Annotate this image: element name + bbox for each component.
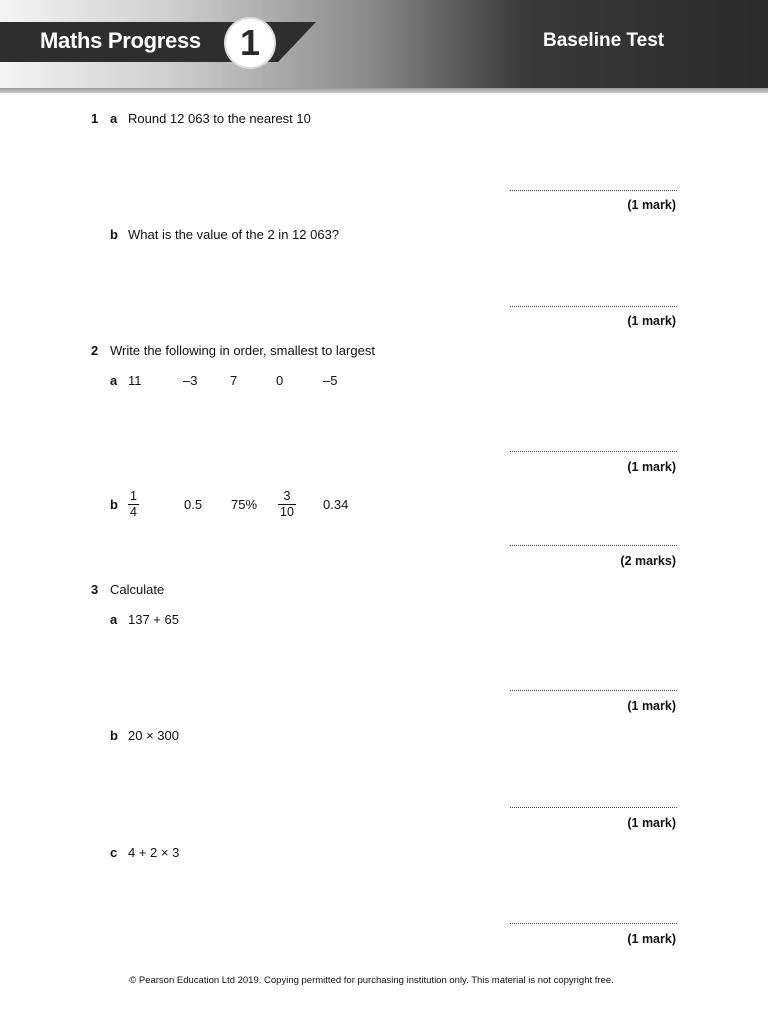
fraction-three-tenths [278, 490, 296, 519]
marks-2b: (2 marks) [620, 554, 676, 568]
list-item-2b-5: 0.34 [323, 497, 349, 512]
list-item-2b-3: 75% [231, 497, 258, 512]
question-3b-text: 20 × 300 [128, 728, 179, 743]
question-1-number: 1 [91, 111, 99, 126]
fraction-numerator: 3 [283, 489, 291, 503]
fraction-numerator: 1 [130, 489, 137, 503]
list-item-2b-2: 0.5 [184, 497, 203, 512]
question-2a-label: a [110, 373, 118, 388]
marks-1a: (1 mark) [627, 198, 676, 212]
marks-2a: (1 mark) [627, 460, 676, 474]
question-2b-label: b [110, 497, 118, 512]
answer-line-3b[interactable] [510, 807, 677, 808]
list-item-2a-4: 0 [276, 373, 284, 388]
brand-title: Maths Progress [40, 28, 201, 53]
question-2-text: Write the following in order, smallest to largest [110, 343, 375, 358]
question-3-number: 3 [91, 582, 99, 597]
answer-line-2b[interactable] [510, 545, 677, 546]
marks-1b: (1 mark) [627, 314, 676, 328]
marks-3b: (1 mark) [627, 816, 676, 830]
question-3a-label: a [110, 612, 118, 627]
question-1a-label: a [110, 111, 118, 126]
question-3a-text: 137 + 65 [128, 612, 179, 627]
list-item-2a-2: –3 [183, 373, 198, 388]
question-3c-text: 4 + 2 × 3 [128, 845, 180, 860]
copyright-footer: © Pearson Education Ltd 2019. Copying permitted for purchasing institution only. This material is not copyright free. [129, 975, 614, 986]
question-3c-label: c [110, 845, 118, 860]
marks-3a: (1 mark) [627, 699, 676, 713]
answer-line-3a[interactable] [510, 690, 677, 691]
fraction-denominator: 10 [280, 505, 294, 519]
level-badge: 1 [226, 19, 274, 67]
question-1b-label: b [110, 227, 118, 242]
question-2-number: 2 [91, 343, 99, 358]
test-title: Baseline Test [543, 30, 665, 51]
answer-line-2a[interactable] [510, 451, 677, 452]
list-item-2a-1: 11 [128, 373, 142, 388]
header-divider [0, 88, 768, 93]
answer-line-1a[interactable] [510, 190, 677, 191]
question-1a-text: Round 12 063 to the nearest 10 [128, 111, 311, 126]
marks-3c: (1 mark) [627, 932, 676, 946]
question-3b-label: b [110, 728, 118, 743]
fraction-one-quarter [128, 490, 139, 519]
list-item-2a-3: 7 [230, 373, 238, 388]
answer-line-1b[interactable] [510, 306, 677, 307]
list-item-2a-5: –5 [323, 373, 338, 388]
answer-line-3c[interactable] [510, 923, 677, 924]
question-3-text: Calculate [110, 582, 165, 597]
question-1b-text: What is the value of the 2 in 12 063? [128, 227, 340, 242]
fraction-denominator: 4 [130, 505, 137, 519]
